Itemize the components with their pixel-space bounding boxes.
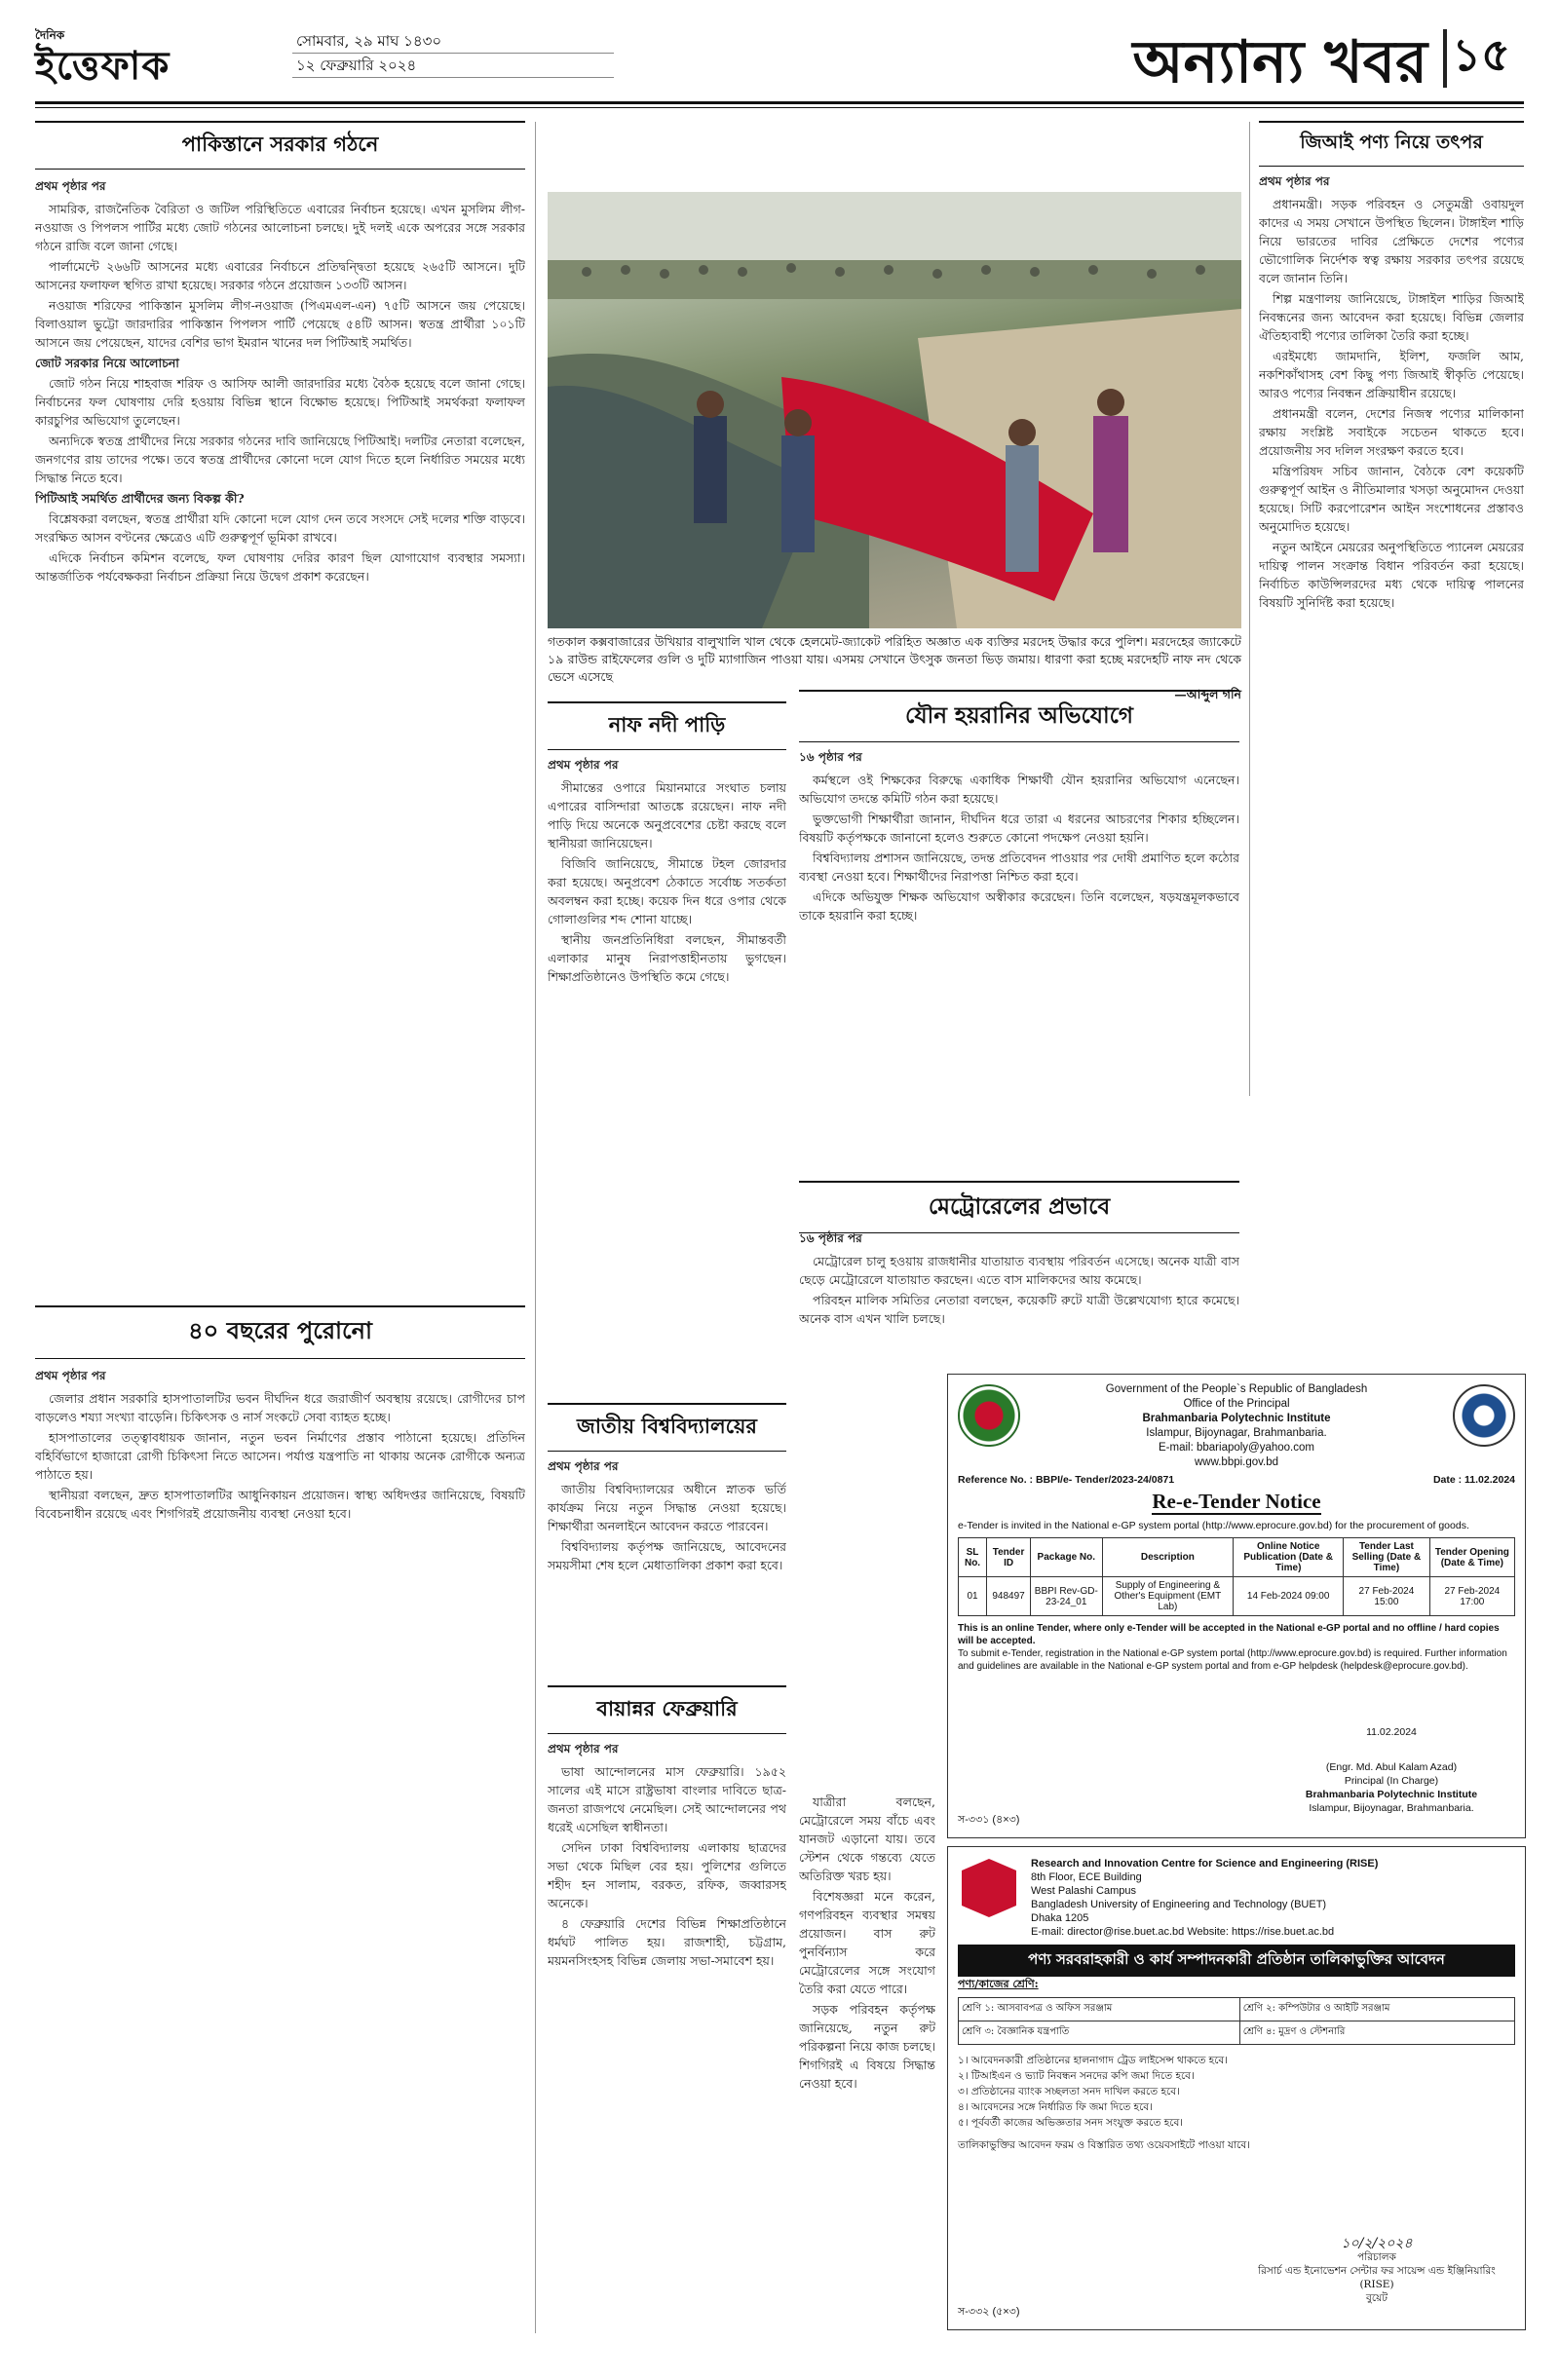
signer-address: Islampur, Bijoynagar, Brahmanbaria.: [1309, 1802, 1474, 1814]
signature-block: [1240, 2237, 1513, 2305]
tender-table-wrap: [948, 1537, 1525, 1616]
table-cell: 01: [959, 1577, 987, 1616]
article-body: [1259, 172, 1524, 1176]
jump-label: প্রথম পৃষ্ঠার পর: [35, 179, 106, 193]
list-item: ২। টিআইএন ও ভ্যাট নিবন্ধন সনদের কপি জমা দিতে হবে।: [958, 2070, 1195, 2082]
signature-icon: [1279, 1739, 1503, 1760]
headline-box: [1259, 121, 1524, 167]
paragraph: সামরিক, রাজনৈতিক বৈরিতা ও জটিল পরিস্থিতিতে এবারের নির্বাচন হয়েছে। এখন মুসলিম লীগ-নওয়াজ ও পিপলস পার্টির মধ্যে জোট গঠনের আলোচনা চলছে। দুই দলই একে অপরের সঙ্গে সরকার গঠনে রাজি বলে জানা গেছে।: [35, 202, 525, 253]
paragraph: জেলার প্রধান সরকারি হাসপাতালটির ভবন দীর্ঘদিন ধরে জরাজীর্ণ অবস্থায় রয়েছে। রোগীদের চাপ বাড়লেও শয্যা সংখ্যা বাড়েনি। চিকিৎসক ও নার্স সংকটে সেবা ব্যাহত হচ্ছে।: [35, 1391, 525, 1424]
article-body: [548, 1740, 786, 2344]
subheading: পিটিআই সমর্থিত প্রার্থীদের জন্য বিকল্প কী?: [35, 491, 245, 506]
article-hospital: [35, 1305, 525, 2380]
jump-label: প্রথম পৃষ্ঠার পর: [548, 1459, 619, 1473]
paragraph: কর্মস্থলে ওই শিক্ষকের বিরুদ্ধে একাধিক শিক্ষার্থী যৌন হয়রানির অভিযোগ এনেছেন। অভিযোগ তদন্তে কমিটি গঠন করা হয়েছে।: [799, 773, 1239, 806]
headline[interactable]: নাফ নদী পাড়ি: [608, 712, 726, 737]
paragraph: পরিবহন মালিক সমিতির নেতারা বলছেন, কয়েকটি রুটে যাত্রী উল্লেখযোগ্য হারে কমেছে। অনেক বাস এখন খালি চলছে।: [799, 1293, 1239, 1326]
org-campus: West Palashi Campus: [1031, 1885, 1137, 1897]
paragraph: জোট গঠন নিয়ে শাহবাজ শরিফ ও আসিফ আলী জারদারির মধ্যে বৈঠক হয়েছে বলে জানা গেছে। নির্বাচনের ফল ঘোষণায় দেরি হওয়ায় বিভিন্ন স্থানে বিক্ষোভ হয়েছে। পিটিআই সমর্থকরা ফলাফল কারচুপির অভিযোগ তুলেছেন।: [35, 376, 525, 428]
table-row: [959, 2021, 1515, 2045]
table-cell: 27 Feb-2024 15:00: [1344, 1577, 1430, 1616]
table-header: Tender ID: [987, 1538, 1031, 1577]
paragraph: এদিকে নির্বাচন কমিশন বলেছে, ফল ঘোষণায় দেরির কারণ ছিল যোগাযোগ ব্যবস্থার সমস্যা। আন্তর্জাতিক পর্যবেক্ষকরা নির্বাচন প্রক্রিয়া নিয়ে উদ্বেগ প্রকাশ করেছেন।: [35, 550, 525, 584]
headline[interactable]: বায়ান্নর ফেব্রুয়ারি: [596, 1696, 738, 1720]
table-row: [959, 1577, 1515, 1616]
issue-date: [292, 29, 614, 78]
org-contact[interactable]: E-mail: director@rise.buet.ac.bd Website: https://rise.buet.ac.bd: [1031, 1926, 1335, 1938]
paragraph: এরইমধ্যে জামদানি, ইলিশ, ফজলি আম, নকশিকাঁথাসহ বেশ কিছু পণ্য জিআই স্বীকৃতি পেয়েছে। আরও পণ্যের নিবন্ধন প্রক্রিয়াধীন রয়েছে।: [1259, 349, 1524, 400]
org-header: [1031, 1857, 1378, 1939]
table-cell: শ্রেণি ৩: বৈজ্ঞানিক যন্ত্রপাতি: [959, 2021, 1240, 2045]
tender-notice-bbpi: [947, 1374, 1526, 1838]
newspaper-logo[interactable]: [35, 27, 220, 97]
notice-terms: [948, 1616, 1525, 1673]
paragraph: জাতীয় বিশ্ববিদ্যালয়ের অধীনে স্নাতক ভর্তি কার্যক্রম নিয়ে নতুন সিদ্ধান্ত নেওয়া হয়েছে। শিক্ষার্থীরা অনলাইনে আবেদন করতে পারবেন।: [548, 1482, 786, 1533]
header-rule-thin: [35, 107, 1524, 108]
table-cell: শ্রেণি ৪: মুদ্রণ ও স্টেশনারি: [1239, 2021, 1514, 2045]
column-divider: [1249, 122, 1250, 1096]
paragraph: প্রধানমন্ত্রী। সড়ক পরিবহন ও সেতুমন্ত্রী ওবায়দুল কাদের এ সময় সেখানে উপস্থিত ছিলেন। টাঙ্গাইল শাড়ি নিয়ে ভারতের দাবির প্রেক্ষিতে দেশের পণ্যের ভৌগোলিক নির্দেশক স্বত্ব রক্ষায় সরকার তৎপর রয়েছে বলে জানান তিনি।: [1259, 197, 1524, 285]
institute-website[interactable]: www.bbpi.gov.bd: [1194, 1456, 1279, 1468]
list-item: ১। আবেদনকারী প্রতিষ্ঠানের হালনাগাদ ট্রেড লাইসেন্স থাকতে হবে।: [958, 2055, 1229, 2066]
paragraph: নওয়াজ শরিফের পাকিস্তান মুসলিম লীগ-নওয়াজ (পিএমএল-এন) ৭৫টি আসনে জয় পেয়েছে। বিলাওয়াল ভুট্টো জারদারির পাকিস্তান পিপলস পার্টি পেয়েছে ৫৪টি আসন। স্বতন্ত্র প্রার্থীরা ১০১টি আসনে জয় পেয়েছেন, যাদের বেশির ভাগ ইমরান খানের দল পিটিআই সমর্থিত।: [35, 298, 525, 350]
headline-box: [548, 701, 786, 750]
table-header: Package No.: [1031, 1538, 1102, 1577]
signer-name: (Engr. Md. Abul Kalam Azad): [1325, 1761, 1458, 1773]
government-seal-icon: [958, 1384, 1020, 1447]
logo-title: ইত্তেফাক: [35, 43, 171, 89]
jump-label: প্রথম পৃষ্ঠার পর: [548, 1742, 619, 1756]
jump-label: ১৬ পৃষ্ঠার পর: [799, 1231, 862, 1245]
subheading: জোট সরকার নিয়ে আলোচনা: [35, 356, 179, 370]
org-university: Bangladesh University of Engineering and Technology (BUET): [1031, 1899, 1327, 1910]
table-cell: BBPI Rev-GD-23-24_01: [1031, 1577, 1102, 1616]
rise-buet-notice: [947, 1846, 1526, 2330]
paragraph: ভুক্তভোগী শিক্ষার্থীরা জানান, দীর্ঘদিন ধরে তারা এ ধরনের আচরণের শিকার হচ্ছিলেন। বিষয়টি কর্তৃপক্ষকে জানানো হলেও শুরুতে কোনো পদক্ষেপ নেওয়া হয়নি।: [799, 812, 1239, 845]
jump-label: ১৬ পৃষ্ঠার পর: [799, 750, 862, 764]
table-cell: শ্রেণি ২: কম্পিউটার ও আইটি সরঞ্জাম: [1239, 1998, 1514, 2021]
sign-date: 11.02.2024: [1366, 1726, 1417, 1738]
paragraph: বিশ্ববিদ্যালয় প্রশাসন জানিয়েছে, তদন্ত প্রতিবেদন পাওয়ার পর দোষী প্রমাণিত হলে কঠোর ব্যবস্থা নেওয়া হবে। শিক্ষার্থীদের নিরাপত্তা নিশ্চিত করা হবে।: [799, 850, 1239, 884]
notice-header: [948, 1375, 1525, 1470]
headline[interactable]: মেট্রোরেলের প্রভাবে: [928, 1193, 1111, 1220]
note-online: This is an online Tender, where only e-Tender will be accepted in the National e-GP portal and no offline / hard copies will be accepted.: [958, 1623, 1500, 1646]
paragraph: সীমান্তের ওপারে মিয়ানমারে সংঘাত চলায় এপারের বাসিন্দারা আতঙ্কে রয়েছেন। নাফ নদী পাড়ি দিয়ে অনেকে অনুপ্রবেশের চেষ্টা করছে বলে স্থানীয়রা জানিয়েছেন।: [548, 780, 786, 850]
table-header-row: [959, 1538, 1515, 1577]
institute-email[interactable]: E-mail: bbariapoly@yahoo.com: [1159, 1442, 1314, 1454]
article-body: [799, 748, 1239, 1187]
ad-code: স-৩৩২ (৫×৩): [958, 2306, 1020, 2318]
article-body: [548, 1457, 786, 1691]
org-name: Research and Innovation Centre for Science and Engineering (RISE): [1031, 1858, 1379, 1870]
category-section: [958, 1976, 1515, 2155]
org-floor: 8th Floor, ECE Building: [1031, 1871, 1142, 1883]
institute-logo-icon: [1453, 1384, 1515, 1447]
headline-box: [548, 1685, 786, 1734]
reference-no: Reference No. : BBPI/e- Tender/2023-24/0871: [958, 1474, 1175, 1486]
article-body: [35, 177, 525, 1229]
article-gi-products: [1259, 121, 1524, 1176]
notice-title: Re-e-Tender Notice: [1152, 1490, 1321, 1513]
paragraph: বিশ্ববিদ্যালয় কর্তৃপক্ষ জানিয়েছে, আবেদনের সময়সীমা শেষ হলে মেধাতালিকা প্রকাশ করা হবে।: [548, 1539, 786, 1572]
notice-date: Date : 11.02.2024: [1432, 1474, 1515, 1486]
list-item: ৫। পূর্ববর্তী কাজের অভিজ্ঞতার সনদ সংযুক্ত করতে হবে।: [958, 2117, 1184, 2129]
note-registration: To submit e-Tender, registration in the National e-GP system portal (http://www.eprocure.gov.bd) is required. Further information and guidelines are available in the National e-GP system portal and from e-GP helpdesk (helpdesk@eprocure.gov.bd).: [958, 1648, 1507, 1672]
bangla-date: সোমবার, ২৯ মাঘ ১৪৩০: [292, 29, 614, 54]
list-item: ৩। প্রতিষ্ঠানের ব্যাংক সচ্ছলতা সনদ দাখিল করতে হবে।: [958, 2086, 1180, 2097]
headline-box: [35, 121, 525, 170]
ad-code: স-৩৩১ (৪×৩): [958, 1814, 1020, 1826]
logo-tagline: দৈনিক: [35, 28, 65, 42]
table-cell: শ্রেণি ১: আসবাবপত্র ও অফিস সরঞ্জাম: [959, 1998, 1240, 2021]
paragraph: এদিকে অভিযুক্ত শিক্ষক অভিযোগ অস্বীকার করেছেন। তিনি বলেছেন, ষড়যন্ত্রমূলকভাবে তাকে হয়রানি করা হচ্ছে।: [799, 889, 1239, 923]
director-org: রিসার্চ এন্ড ইনোভেশন সেন্টার ফর সায়েন্স এন্ড ইঞ্জিনিয়ারিং (RISE): [1258, 2265, 1496, 2290]
paragraph: প্রধানমন্ত্রী বলেন, দেশের নিজস্ব পণ্যের মালিকানা রক্ষায় সংশ্লিষ্ট সবাইকে সচেতন থাকতে হবে। প্রয়োজনীয় সব দলিল সংরক্ষণ করতে হবে।: [1259, 406, 1524, 458]
paragraph: সড়ক পরিবহন কর্তৃপক্ষ জানিয়েছে, নতুন রুট পরিকল্পনা নিয়ে কাজ চলছে। শিগগিরই এ বিষয়ে সিদ্ধান্ত নেওয়া হবে।: [799, 2002, 935, 2091]
paragraph: সেদিন ঢাকা বিশ্ববিদ্যালয় এলাকায় ছাত্রদের সভা থেকে মিছিল বের হয়। পুলিশের গুলিতে শহীদ হন সালাম, বরকত, রফিক, জব্বারসহ অনেকে।: [548, 1840, 786, 1910]
column-divider: [535, 122, 536, 2333]
table-cell: Supply of Engineering & Other's Equipment (EMT Lab): [1102, 1577, 1234, 1616]
paragraph: পার্লামেন্টে ২৬৬টি আসনের মধ্যে এবারের নির্বাচনে প্রতিদ্বন্দ্বিতা হয়েছে ২৬৫টি আসনে। দুটি আসনের ফলাফল স্থগিত রাখা হয়েছে। সরকার গঠনে প্রয়োজন ১৩৩টি আসন।: [35, 259, 525, 292]
page-number: ১৫: [1452, 28, 1510, 81]
header-divider: [1443, 29, 1447, 88]
footer-note: তালিকাভুক্তির আবেদন ফরম ও বিস্তারিত তথ্য ওয়েবসাইটে পাওয়া যাবে।: [958, 2139, 1250, 2151]
institute-address: Islampur, Bijoynagar, Brahmanbaria.: [1146, 1427, 1327, 1439]
header-rule: [35, 101, 1524, 104]
gov-name: Government of the People`s Republic of Bangladesh: [1105, 1383, 1368, 1395]
headline[interactable]: ৪০ বছরের পুরোনো: [188, 1316, 372, 1344]
table-cell: 948497: [987, 1577, 1031, 1616]
table-header: Online Notice Publication (Date & Time): [1234, 1538, 1344, 1577]
paragraph: অন্যদিকে স্বতন্ত্র প্রার্থীদের নিয়ে সরকার গঠনের দাবি জানিয়েছে পিটিআই। দলটির নেতারা বলেছেন, জনগণের রায় তাদের পক্ষে। তবে স্বতন্ত্র প্রার্থীদের কোনো দলে যোগ দিতে হলে নির্ধারিত সময়ের মধ্যে সিদ্ধান্ত নিতে হবে।: [35, 434, 525, 485]
headline-box: [35, 1305, 525, 1359]
article-body-continued: [799, 1793, 935, 2319]
headline[interactable]: জাতীয় বিশ্ববিদ্যালয়ের: [577, 1414, 757, 1438]
requirements-list: [958, 2053, 1515, 2131]
sign-date: ১০/২/২০২৪: [1341, 2236, 1413, 2251]
article-metrorail: [799, 1181, 1239, 1233]
paragraph: বিজিবি জানিয়েছে, সীমান্তে টহল জোরদার করা হয়েছে। অনুপ্রবেশ ঠেকাতে সর্বোচ্চ সতর্কতা অবলম্বন করা হচ্ছে। কয়েক দিন ধরে ওপার থেকে গোলাগুলির শব্দ শোনা যাচ্ছে।: [548, 856, 786, 926]
article-naf-river: [548, 701, 786, 1360]
table-header: Tender Last Selling (Date & Time): [1344, 1538, 1430, 1577]
notice-intro: e-Tender is invited in the National e-GP system portal (http://www.eprocure.gov.bd) for the procurement of goods.: [958, 1520, 1469, 1531]
table-header: Tender Opening (Date & Time): [1429, 1538, 1514, 1577]
paragraph: ৪ ফেব্রুয়ারি দেশের বিভিন্ন শিক্ষাপ্রতিষ্ঠানে ধর্মঘট পালিত হয়। রাজশাহী, চট্টগ্রাম, ময়মনসিংহসহ বিভিন্ন জেলায় সভা-সমাবেশ হয়।: [548, 1916, 786, 1968]
signer-institute: Brahmanbaria Polytechnic Institute: [1305, 1789, 1478, 1800]
article-body: [548, 756, 786, 1360]
article-body: [799, 1229, 1239, 1356]
photo-illustration: [548, 192, 1241, 628]
headline[interactable]: যৌন হয়রানির অভিযোগে: [905, 702, 1133, 729]
paragraph: ভাষা আন্দোলনের মাস ফেব্রুয়ারি। ১৯৫২ সালের এই মাসে রাষ্ট্রভাষা বাংলার দাবিতে ছাত্র-জনতা রাজপথে নেমেছিল। সেই আন্দোলনের পথ ধরেই এসেছিল স্বাধীনতা।: [548, 1764, 786, 1834]
paragraph: যাত্রীরা বলছেন, মেট্রোরেলে সময় বাঁচে এবং যানজট এড়ানো যায়। তবে স্টেশন থেকে গন্তব্যে যেতে অতিরিক্ত খরচ হয়।: [799, 1794, 935, 1883]
headline[interactable]: জিআই পণ্য নিয়ে তৎপর: [1300, 132, 1483, 153]
jump-label: প্রথম পৃষ্ঠার পর: [548, 758, 619, 772]
tender-table: [958, 1537, 1515, 1616]
paragraph: স্থানীয়রা বলছেন, দ্রুত হাসপাতালটির আধুনিকায়ন প্রয়োজন। স্বাস্থ্য অধিদপ্তর জানিয়েছে, বিষয়টি বিবেচনাধীন রয়েছে এবং শিগগিরই প্রয়োজনীয় ব্যবস্থা নেওয়া হবে।: [35, 1488, 525, 1521]
photo-credit: —আব্দুল গনি: [1174, 687, 1241, 701]
headline-box: [799, 690, 1239, 742]
jump-label: প্রথম পৃষ্ঠার পর: [35, 1369, 106, 1382]
table-row: [959, 1998, 1515, 2021]
article-harassment: [799, 690, 1239, 1187]
reference-row: [948, 1470, 1525, 1490]
article-language-movement: [548, 1685, 786, 2344]
paragraph: নতুন আইনে মেয়রের অনুপস্থিতিতে প্যানেল মেয়রের দায়িত্ব পালন সংক্রান্ত বিধান পরিবর্তন করা হয়েছে। নির্বাচিত কাউন্সিলরদের মধ্য থেকে দায়িত্ব পালনের বিষয়টি সুনির্দিষ্ট করা হয়েছে।: [1259, 540, 1524, 610]
paragraph: স্থানীয় জনপ্রতিনিধিরা বলছেন, সীমান্তবর্তী এলাকার মানুষ নিরাপত্তাহীনতায় ভুগছেন। শিক্ষাপ্রতিষ্ঠানেও উপস্থিতি কমে গেছে।: [548, 932, 786, 984]
headline-box: [548, 1403, 786, 1452]
section-title: অন্যান্য খবর: [1132, 28, 1427, 96]
article-body: [35, 1367, 525, 2380]
table-cell: 27 Feb-2024 17:00: [1429, 1577, 1514, 1616]
paragraph: মেট্রোরেল চালু হওয়ায় রাজধানীর যাতায়াত ব্যবস্থায় পরিবর্তন এসেছে। অনেক যাত্রী বাস ছেড়ে মেট্রোরেলে যাতায়াত করছেন। এতে বাস মালিকদের আয় কমেছে।: [799, 1254, 1239, 1287]
paragraph: বিশেষজ্ঞরা মনে করেন, গণপরিবহন ব্যবস্থার সমন্বয় প্রয়োজন। বাস রুট পুনর্বিন্যাস করে মেট্রোরেলের সঙ্গে সংযোগ তৈরি করা যেতে পারে।: [799, 1889, 935, 1996]
list-item: ৪। আবেদনের সঙ্গে নির্ধারিত ফি জমা দিতে হবে।: [958, 2101, 1153, 2113]
category-table: [958, 1997, 1515, 2045]
headline-box: [799, 1181, 1239, 1233]
signature-block: [1279, 1725, 1503, 1815]
notice-title: পণ্য সরবরাহকারী ও কার্য সম্পাদনকারী প্রতিষ্ঠান তালিকাভুক্তির আবেদন: [958, 1945, 1515, 1977]
jump-label: প্রথম পৃষ্ঠার পর: [1259, 174, 1330, 188]
table-header: SL No.: [959, 1538, 987, 1577]
headline[interactable]: পাকিস্তানে সরকার গঠনে: [181, 132, 379, 156]
paragraph: হাসপাতালের তত্ত্বাবধায়ক জানান, নতুন ভবন নির্মাণের প্রস্তাব পাঠানো হয়েছে। প্রতিদিন বহির্বিভাগে হাজারো রোগী চিকিৎসা নিতে আসেন। পর্যাপ্ত যন্ত্রপাতি না থাকায় অনেক রোগীকে অন্যত্র পাঠাতে হয়।: [35, 1430, 525, 1482]
signer-title: Principal (In Charge): [1344, 1775, 1439, 1787]
category-heading: পণ্য/কাজের শ্রেণি:: [958, 1978, 1039, 1990]
gregorian-date: ১২ ফেব্রুয়ারি ২০২৪: [292, 54, 614, 78]
news-photo[interactable]: [548, 192, 1241, 628]
office-name: Office of the Principal: [1183, 1398, 1290, 1410]
buet-logo-icon: [962, 1859, 1016, 1917]
notice-title-wrap: [948, 1490, 1525, 1514]
article-national-university: [548, 1403, 786, 1691]
table-header: Description: [1102, 1538, 1234, 1577]
paragraph: শিল্প মন্ত্রণালয় জানিয়েছে, টাঙ্গাইল শাড়ির জিআই নিবন্ধনের জন্য আবেদন করা হয়েছে। বিভিন্ন জেলার ঐতিহ্যবাহী পণ্যের তালিকা তৈরি করা হচ্ছে।: [1259, 291, 1524, 343]
article-pakistan: [35, 121, 525, 1229]
director-univ: বুয়েট: [1366, 2292, 1388, 2304]
table-cell: 14 Feb-2024 09:00: [1234, 1577, 1344, 1616]
paragraph: মন্ত্রিপরিষদ সচিব জানান, বৈঠকে বেশ কয়েকটি গুরুত্বপূর্ণ আইন ও নীতিমালার খসড়া অনুমোদন দেওয়া হয়েছে। সিটি করপোরেশন আইন সংশোধনের প্রস্তাবও অনুমোদিত হয়েছে।: [1259, 464, 1524, 534]
institute-name: Brahmanbaria Polytechnic Institute: [1142, 1413, 1331, 1424]
org-city: Dhaka 1205: [1031, 1912, 1089, 1924]
paragraph: বিশ্লেষকরা বলছেন, স্বতন্ত্র প্রার্থীরা যদি কোনো দলে যোগ দেন তবে সংসদে সেই দলের শক্তি বাড়বে। সংরক্ষিত আসন বণ্টনের ক্ষেত্রেও এটি গুরুত্বপূর্ণ ভূমিকা রাখবে।: [35, 511, 525, 545]
caption-text: গতকাল কক্সবাজারের উখিয়ার বালুখালি খাল থেকে হেলমেট-জ্যাকেট পরিহিত অজ্ঞাত এক ব্যক্তির মরদেহ উদ্ধার করে পুলিশ। মরদেহের জ্যাকেটে ১৯ রাউন্ড রাইফেলের গুলি ও দুটি ম্যাগাজিন পাওয়া যায়। এসময় সেখানে উৎসুক জনতা ভিড় জমায়। ধারণা করা হচ্ছে মরদেহটি নাফ নদ থেকে ভেসে এসেছে: [548, 634, 1241, 684]
director-title: পরিচালক: [1357, 2251, 1396, 2263]
